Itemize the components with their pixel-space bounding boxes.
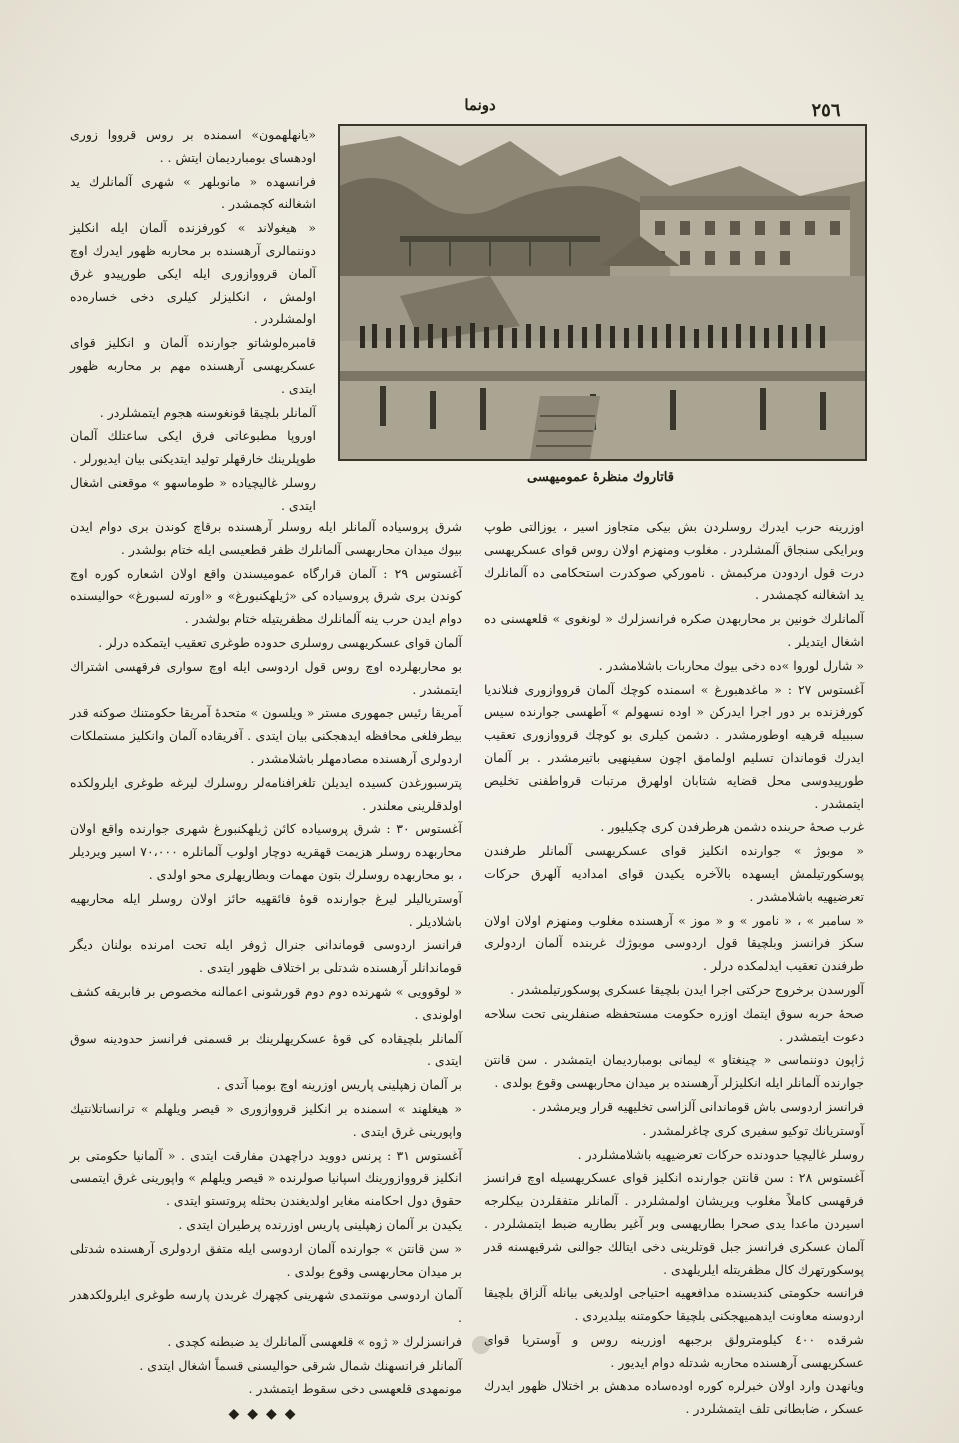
news-paragraph: بر آلمان زهپلینى پاريس اوزرينه اوچ بومبا آتدى . [216,1077,462,1093]
news-paragraph: آغستوس ٢٨ : سن قانتن جوارنده انكليز قواى عسكريهسيله اوچ فرانسز فرقهسى كاملاً مغلوب ويريشان اولمشلردر . آلمانلر متفقلردن بيكلرجه اسيردن ماعدا يدى صحرا بطاريهسى وبر آغير بطاريه ضبط ايتمشلردر . آلمان عسكرى فرانسز جبل قوتلرينى دخى ايتالك جوالنى شرقيهسنه قدر پوسكورتهرك كال مظفريتله ايلريلهدى . [484,1170,865,1277]
news-paragraph: فرانسزلرك « ژوه » قلعهسى آلمانلرك يد ضبطنه كچدى . [167,1333,462,1349]
news-paragraph: « سامبر » ، « نامور » و « موز » آرهسنده مغلوب ومنهزم اولان اولان سكز فرانسز وبلچيقا قول اردوسى موبوژك غربنده آلمان اردولرى طرفندن تعقيب ايدلمكده درلر . [484,912,864,974]
news-paragraph: فرانسهده « مانوبلهر » شهرى آلمانلرك يد اشغالنه كچمشدر . [70,173,316,212]
news-paragraph: آلمانلرك خونين بر محاربهدن صكره فرانسزلرك « لونغوى » قلعهسنى ده اشغال ايتديلر . [484,611,864,649]
news-paragraph: قامبرەلوشاتو جوارنده آلمان و انكليز قواى عسكريهسى آرهسنده مهم بر محاربه ظهور ايتدى . [70,335,316,396]
news-paragraph: ويانهدن وارد اولان خبرلره كوره اوده‌ساده مدهش بر اختلال ظهور ايدرك عسكر ، ضابطانى تلف ايتمشلردر . [484,1378,864,1417]
page-number: ٢٥٦ [811,100,841,121]
news-paragraph: « سن قانتن » جوارنده آلمان اردوسى ايله متفق اردولرى آرهسنده شدتلى بر ميدان محاربهسى وقوع بولدى . [70,1240,462,1279]
news-paragraph: اوروپا مطبوعاتى فرق ايكى ساعتلك آلمان طوپلرينك خارقهلر توليد ايتديكنى بيان ايديورلر . [70,428,316,467]
header-title: دونما [464,96,496,114]
harbor-photo-icon [340,126,865,459]
news-paragraph: روسلر غاليچياده « طوماسهو » موقعنى اشغال ايتدى . [70,474,316,513]
news-paragraph: « هيغلهند » اسمنده بر انكليز قرووازورى « قيصر ويلهلم » ترانساتلانتيك واپورينى غرق ايتدى . [70,1100,462,1139]
news-paragraph: آغستوس ٣١ : پرنس دوويد دراچهدن مفارقت ايتدى . « آلمانيا حكومتى بر انكليز قرووازورينك اسپانيا صولرنده « قيصر ويلهلم » واپورينى غرق ايتمسى حقوق دول احكامنه مغاير اولديغندن بحثله پروتستو ايتدى . [70,1147,462,1209]
news-paragraph: آغستوس ٣٠ : شرق پروسياده كائن ژيلهكنبورغ شهرى جوارنده واقع اولان محاربهده روسلر هزيمت قهقريه دوچار اولوب آلمانلره ٧٠،٠٠٠ اسير ويرديلر ، بو محاربهده روسلرك بتون مهمات وبطاريهلرى محو اولدى . [70,821,462,882]
news-paragraph: آوستريانك توكيو سفيرى كرى چاغرلمشدر . [642,1122,864,1138]
photo-caption: قاتاروك منظرهٔ عموميهسى [527,470,674,485]
news-paragraph: آغستوس ٢٧ : « ماغدهبورغ » اسمنده كوچك آلمان قرووازورى فنلانديا كورفزنده بر دور اجرا ايدركن « اوده نسهولم » آطهسى جوارنده سيس سببيله قرهيه اوطورمشدر . دشمن كيلرى بو كوچك قرووازورى تعقيب ايدرك قوماندان تسليم اولمامق اچون سفينهيى باتيرمشدر . بر آلمان طورپيدوسى محل قضايه شتابان اولهرق مرتبات قرواطفنى تخليص ايتمشدر . [484,681,864,811]
news-paragraph: آلمان قواى عسكريهسى روسلرى حدوده طوغرى تعقيب ايتمكده درلر . [98,634,462,650]
news-paragraph: غرب صحهٔ حربنده دشمن هرطرفدن كرى چكيليور . [600,819,864,835]
news-paragraph: « موبوژ » جوارنده انكليز قواى عسكريهسى آلمانلر طرفندن پوسكورتيلمش ايسهده بالآخره يكيدن قواى امداديه آلهرق حركات تعرضيهيه باشلامشدر . [484,843,864,904]
news-paragraph: فرانسز اردوسى قوماندانى جنرال ژوفر ايله تحت امرنده بولنان ديگر قوماندانلر آرهسنده شدتلى بر اختلاف ظهور ايتدى . [70,937,462,976]
paper-stain [472,1336,490,1354]
news-paragraph: آوستريالیلر ليرغ جوارنده قوهٔ فائقهيه حائز اولان روسلر ايله محاربهيه باشلاديلر . [70,890,462,929]
news-paragraph: «يانهلهمون» اسمنده بر روس قرووا زورى اودهساى بومبارديمان ايتش . . [70,127,316,165]
news-paragraph: آلمانلر بلچيقاده كى قوهٔ عسكريهلرينك بر قسمنى فرانسز حدودينه سوق ايتدى . [70,1030,462,1069]
news-paragraph: آمريقا رئيس جمهورى مستر « ويلسون » متحدهٔ آمريقا حكومتنك صوكنه قدر بيطرفلغى محافظه ايدهجكنى بيان ايتدى . آفريقاده آلمان وانكليز مستملكات اردولرى آرهسنده مصادمهلر باشلامشدر . [70,705,462,766]
news-paragraph: شرق پروسياده آلمانلر ايله روسلر آرهسنده برقاچ كوندن برى دوام ايدن بيوك ميدان محاربهسى آلمانلرك ظفر قطعيسى ايله ختام بولشدر . [70,519,462,557]
news-paragraph: آلمانلر بلچيقا قونغوسنه هجوم ايتمشلردر . [99,404,316,420]
news-paragraph: « شارل لوروا »ده دخى بيوك محاربات باشلامشدر . [598,657,864,673]
right-column [484,516,864,1422]
news-paragraph: فرانسه حكومتى كنديسنده مدافعهيه احتياجى اولديغى بيانله آلزاق بلچيقا اردوسنه معاونت ايدهميهجكنى بلچيقا حكومتنه بيلديردى . [484,1285,864,1324]
news-paragraph: آغستوس ٢٩ : آلمان قرارگاه عموميسندن واقع اولان اشعاره كوره اوچ كوندن برى شرق پروسياده كى «ژيلهكنبورغ» و «اورته لسبورغ» حوالیسنده دوام ايدن حرب ينه آلمانلرك مظفريتيله ختام بولشدر . [70,565,462,627]
news-paragraph: آلمانلر فرانسهنك شمال شرقى حواليسنى قسماً اشغال ايتدى . [139,1357,462,1373]
harbor-photo [338,124,867,461]
end-ornament: ◆◆◆◆ [228,1406,304,1423]
news-paragraph: آلمان اردوسى مونتمدى شهرينى كچهرك غربدن پارسه طوغرى ايلرولكدهدر . [70,1287,462,1326]
news-paragraph: يكيدن بر آلمان زهپلینى پاريس اوزرنده پرطيران ايتدى . [178,1216,462,1232]
news-paragraph: ژاپون دوننماسى « چينغتاو » ليمانى بومبارديمان ايتمشدر . سن قانتن جوارنده آلمانلر ايله انكليزلر آرهسنده بر ميدان محاربهسى وقوع بولدى . [484,1052,864,1091]
news-paragraph: اوزرينه حرب ايدرك روسلردن بش بيكى متجاوز اسير ، يوزالتى طوپ وبرايكى سنجاق آلمشلردر . مغلوب ومنهزم اولان روس قواى عسكريهسى درت قول اردودن مركبمش . ناموركي صوكدرت استحكامى ده آلمانلرك يد اشغالنه كچمشدر . [484,519,864,603]
news-paragraph: بو محاربهلرده اوچ روس قول اردوسى ايله اوچ سوارى فرقهسى اشتراك ايتمشدر . [70,658,462,697]
news-paragraph: پترسبورغدن كسيده ايدیلن تلغرافنامه‌لر روسلرك ليرغه طوغرى ايلرولكده اولدقلرينى معلندر . [70,774,462,813]
news-paragraph: « لوقوويى » شهرنده دوم دوم قورشونى اعمالنه مخصوص بر فابريقه كشف اولوندى . [70,983,462,1022]
news-paragraph: صحهٔ حربه سوق ايتمك اوزره حكومت مستحفظه صنفلرينى تحت سلاحه دعوت ايتمشدر . [484,1005,864,1044]
news-paragraph: « هيغولاند » كورفزنده آلمان ايله انكليز دوننمالرى آرهسنده بر محاربه ظهور ايدرك اوچ آلمان قرووازورى ايله ايكى طورپيدو غرق اولمش ، انكليزلر كيلرى دخى خساره‌ده اولمشلردر . [70,220,316,327]
news-paragraph: شرقده ٤٠٠ كيلومترولق برجبهه اوزرينه روس و آوستريا قواى عسكريهسى آرهسنده محاربه شدتله دوام ايديور . [484,1331,864,1370]
news-paragraph: آلورسدن برخروج حركتى اجرا ايدن بلچيقا عسكرى پوسكورتيلمشدر . [510,981,864,997]
left-top-column [70,124,316,519]
news-paragraph: مونمهدى قلعهسى دخى سقوط ايتمشدر . [248,1381,462,1397]
news-paragraph: روسلر غاليچيا حدودنده حركات تعرضيهيه باشلامشلردر . [577,1146,864,1162]
news-paragraph: فرانسز اردوسى باش قوماندانى آلزاسى تخليهيه قرار ويرمشدر . [531,1098,864,1114]
left-column [70,516,462,1426]
